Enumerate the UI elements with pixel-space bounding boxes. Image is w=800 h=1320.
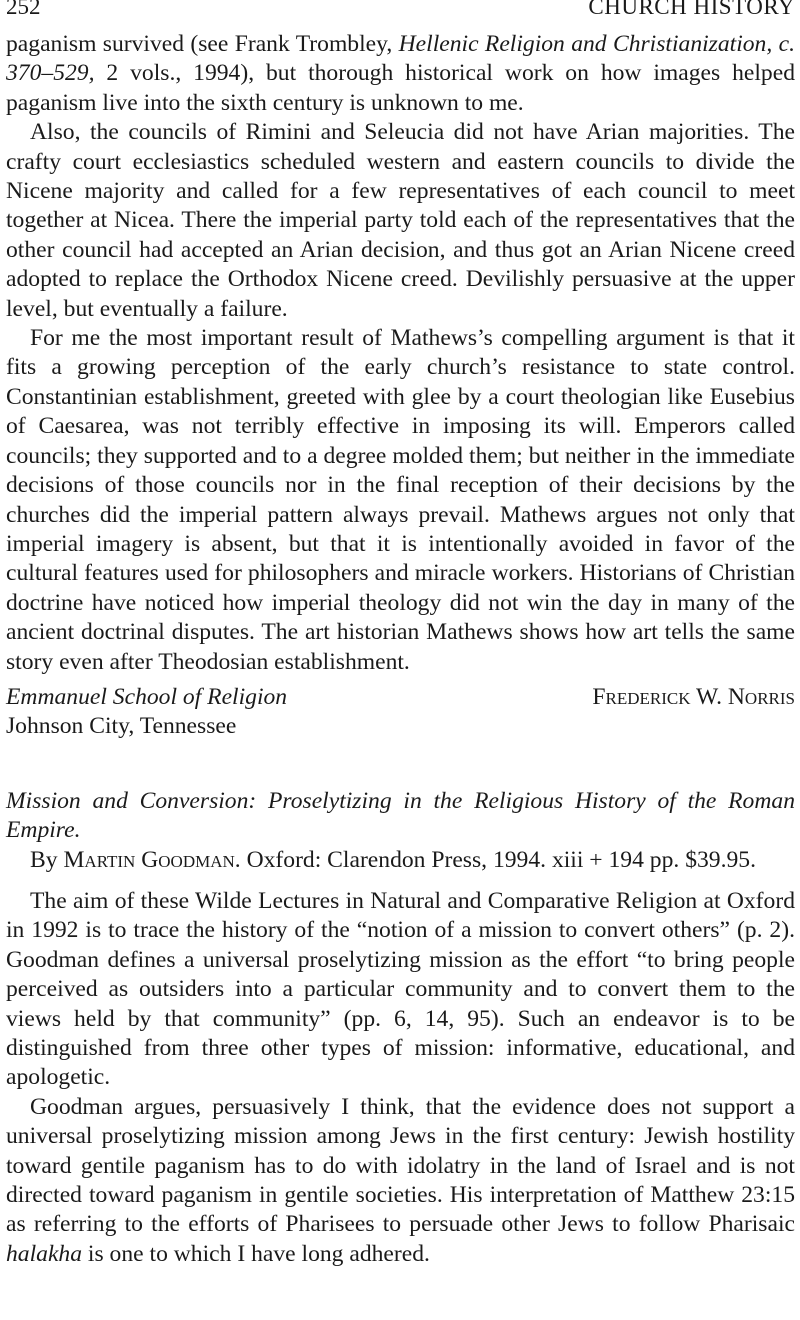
- book-publication: By Martin Goodman. Oxford: Clarendon Press, 1994. xiii + 194 pp. $39.95.: [30, 846, 756, 873]
- page-header: [6, 0, 795, 30]
- review2-paragraph-2: Goodman argues, persuasively I think, that the evidence does not support a universal proselytizing mission among Jews in the first century: Jewish hostility toward gentile paganism has to do with idolatry in the land of Israel and is not directed toward paganism in gentile societies. His interpretation of Matthew 23:15 as referring to the efforts of Pharisees to persuade other Jews to follow Pharisaic halakha is one to which I have long adhered.: [6, 1093, 795, 1267]
- page-number: 252: [6, 0, 41, 19]
- book-author: Martin Goodman: [63, 846, 235, 873]
- review1-paragraph-2: Also, the councils of Rimini and Seleucia did not have Arian majorities. The crafty court ecclesiastics scheduled western and eastern councils to divide the Nicene majority and called for a few representatives of each council to meet together at Nicea. There the imperial party told each of the representatives that the other council had accepted an Arian decision, and thus got an Arian Nicene creed adopted to replace the Orthodox Nicene creed. Devilishly persuasive at the upper level, but eventually a failure.: [6, 119, 795, 322]
- running-head: CHURCH HISTORY: [588, 0, 795, 19]
- book-title: Mission and Conversion: Proselytizing in the Religious History of the Roman Empire.: [6, 787, 795, 844]
- book-citation: [6, 787, 795, 875]
- reviewer-name: Frederick W. Norris: [592, 683, 795, 710]
- document-page: [6, 0, 795, 1269]
- review1-paragraph-3: For me the most important result of Mathews’s compelling argument is that it fits a growing perception of the early church’s resistance to state control. Constantinian establishment, greeted with glee by a court theologian like Eusebius of Caesarea, was not terribly effective in imposing its will. Emperors called councils; they supported and to a degree molded them; but neither in the immediate decisions of those councils nor in the final reception of their decisions by the churches did the imperial pattern always prevail. Mathews argues not only that imperial imagery is absent, but that it is intentionally avoided in favor of the cultural features used for philosophers and miracle workers. Historians of Christian doctrine have noticed how imperial theology did not win the day in many of the ancient doctrinal disputes. The art historian Mathews shows how art tells the same story even after Theodosian establishment.: [6, 325, 795, 675]
- reviewer-location: Johnson City, Tennessee: [6, 713, 237, 740]
- reviewer-institution: Emmanuel School of Religion: [6, 683, 288, 710]
- review2-paragraph-1: The aim of these Wilde Lectures in Natural and Comparative Religion at Oxford in 1992 is to trace the history of the “notion of a mission to convert others” (p. 2). Goodman defines a universal proselytizing mission as the effort “to bring people perceived as outsiders into a particular community and to convert them to the views held by that community” (pp. 6, 14, 95). Such an endeavor is to be distinguished from three other types of mission: informative, educational, and apologetic.: [6, 887, 795, 1091]
- review1-paragraph-1: paganism survived (see Frank Trombley, Hellenic Religion and Christianization, c. 370–529, 2 vols., 1994), but thorough historical work on how images helped paganism live into the sixth century is unknown to me.: [6, 31, 795, 116]
- reviewer-signature: [6, 683, 795, 742]
